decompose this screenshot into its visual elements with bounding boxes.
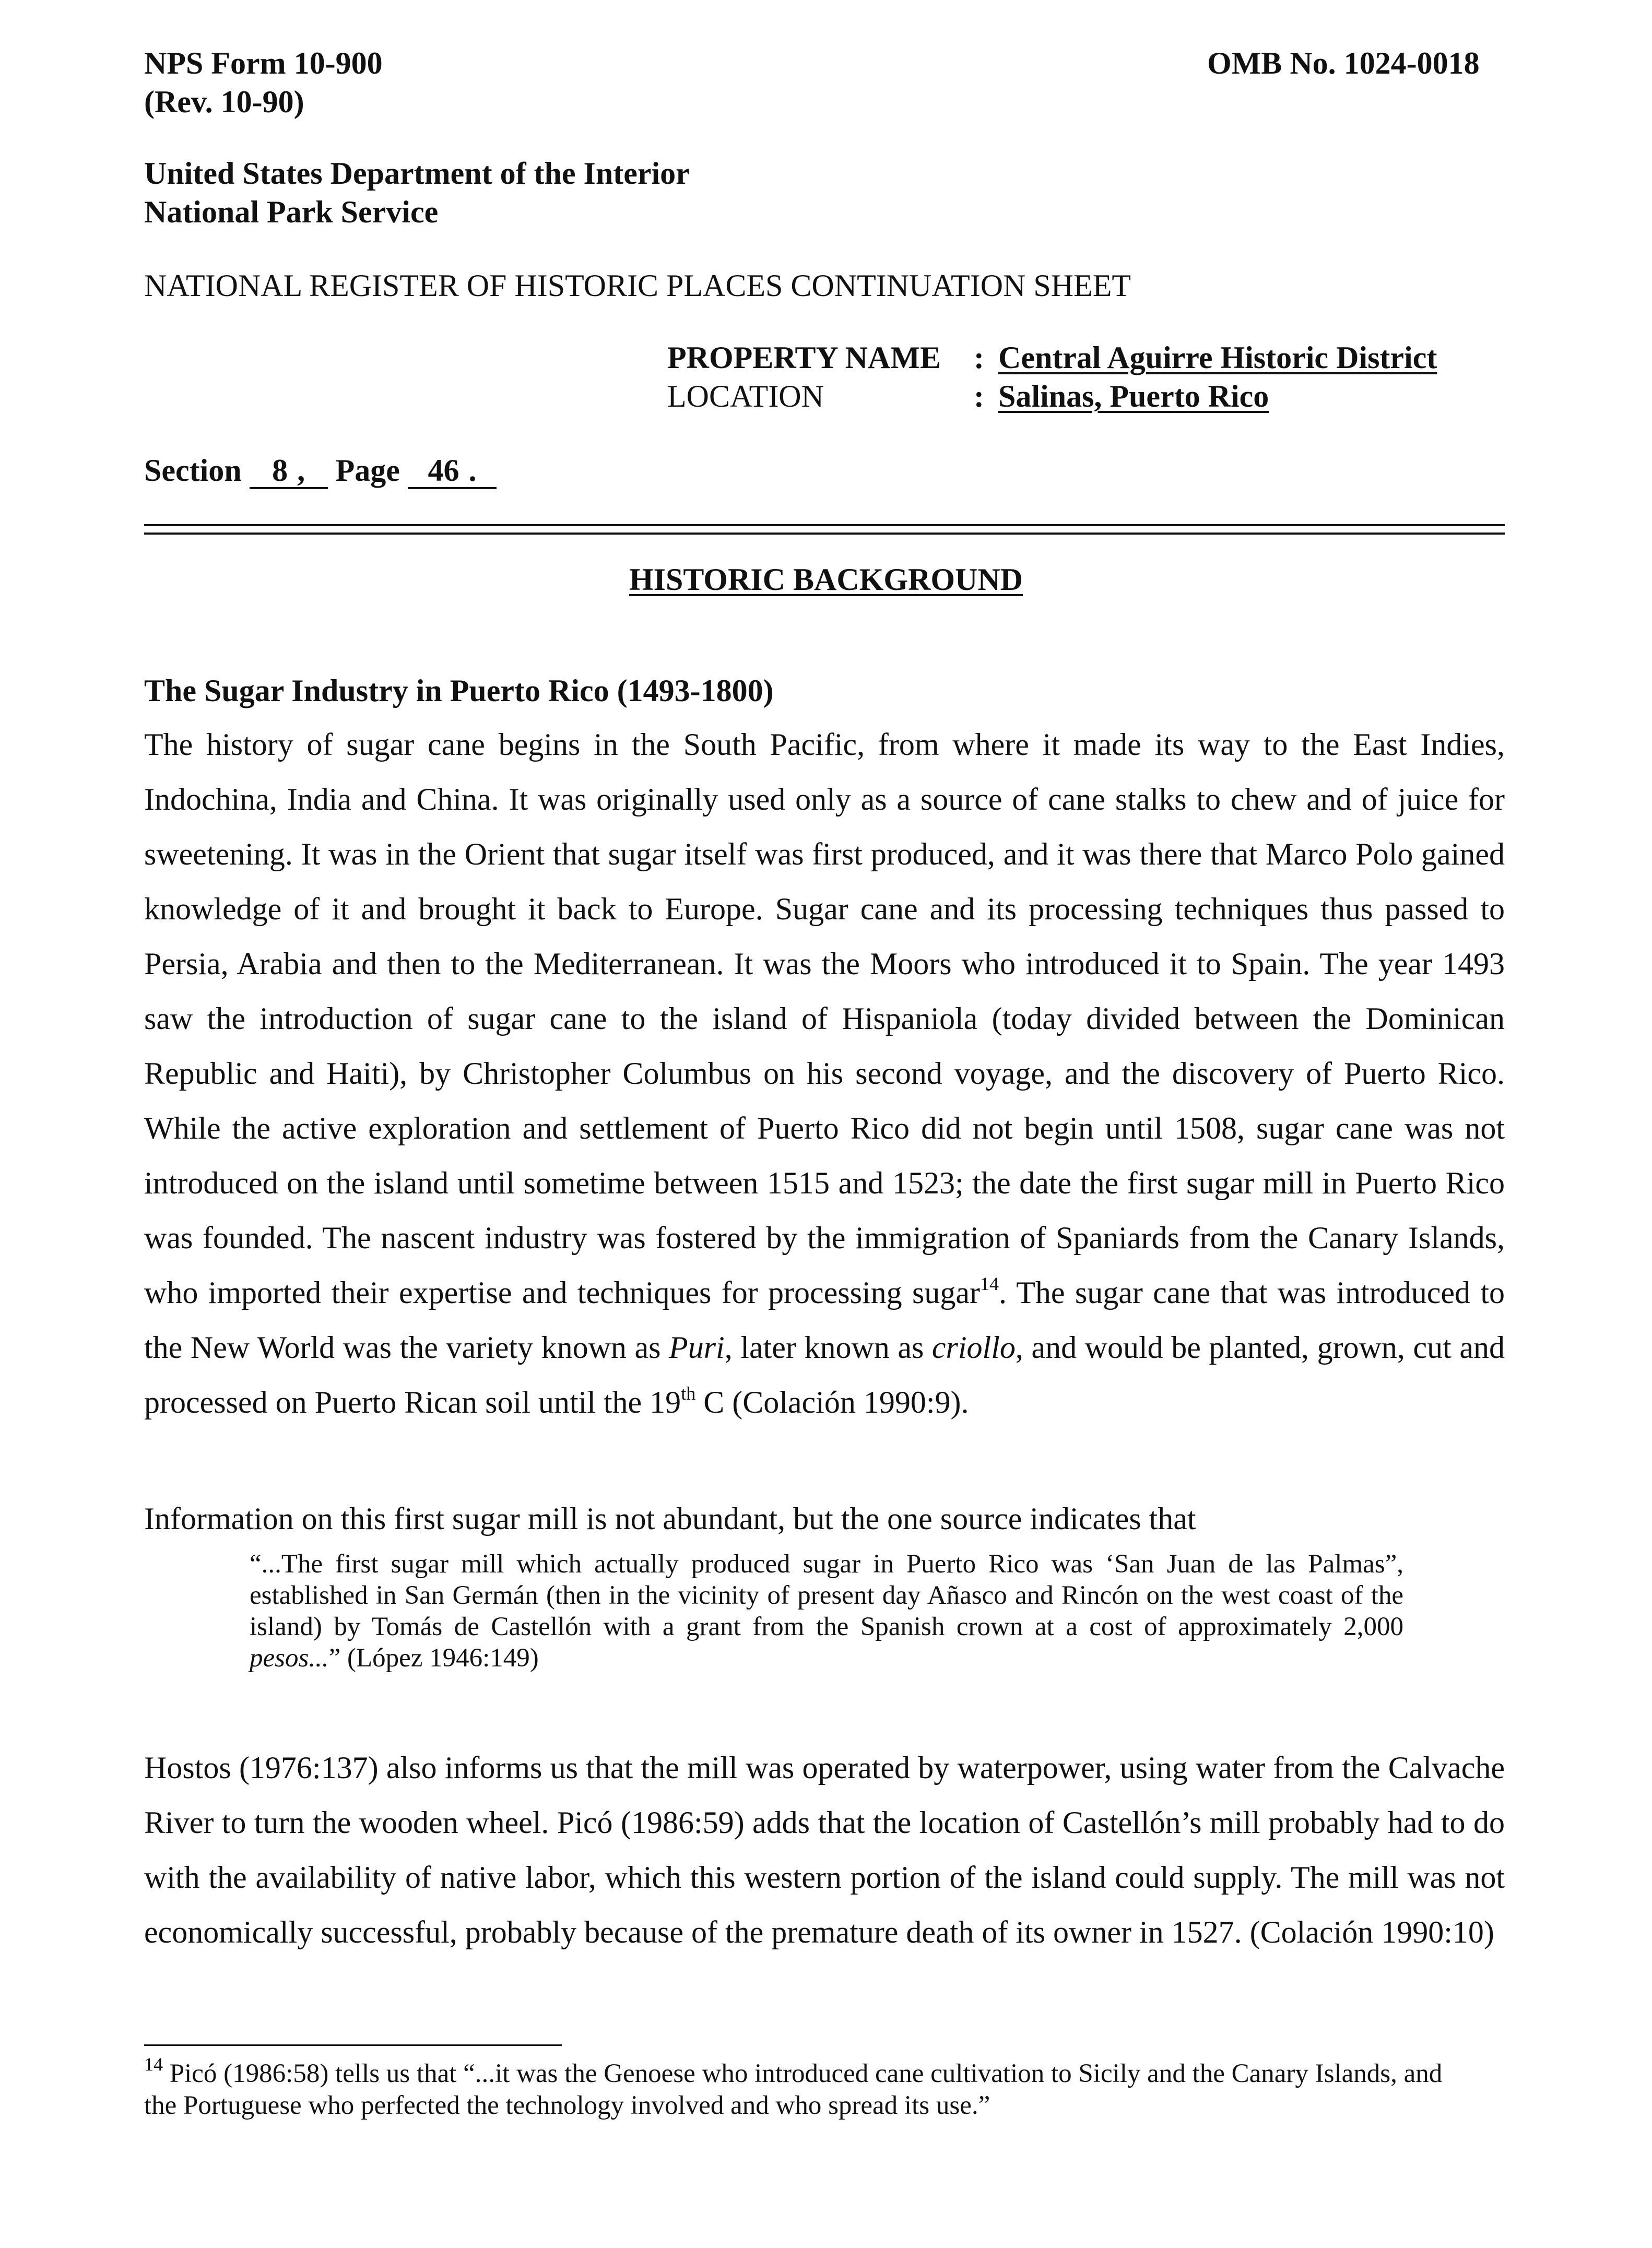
paragraph-1-part5: C (Colación 1990:9). xyxy=(695,1385,969,1419)
location-value: Salinas, Puerto Rico xyxy=(998,379,1269,413)
section-label: Section xyxy=(144,453,242,488)
footnote xyxy=(144,2054,1449,2122)
property-labels xyxy=(667,338,941,416)
divider-top xyxy=(144,524,1505,526)
paragraph-2-intro: Information on this first sugar mill is not abundant, but the one source indicates that xyxy=(144,1501,1196,1536)
section-value-field xyxy=(250,455,328,489)
service-name: National Park Service xyxy=(144,195,439,229)
quote-part2: ” (López 1946:149) xyxy=(328,1643,539,1673)
property-values xyxy=(974,338,1437,416)
sheet-title: NATIONAL REGISTER OF HISTORIC PLACES CONTINUATION SHEET xyxy=(144,268,1131,303)
colon: : xyxy=(974,340,984,375)
footnote-text: Picó (1986:58) tells us that “...it was the Genoese who introduced cane cultivation to Sicily and the Canary Islands, and the Portuguese who perfected the technology involved and who spread its use.” xyxy=(144,2059,1443,2120)
form-revision: (Rev. 10-90) xyxy=(144,85,304,119)
page-period: . xyxy=(468,453,477,488)
department-name: United States Department of the Interior xyxy=(144,156,690,191)
divider-bottom xyxy=(144,533,1505,535)
paragraph-1-part4: , and would be planted, grown, cut and processed on Puerto Rican soil until the 19 xyxy=(144,1330,1505,1419)
page-value-field xyxy=(408,455,497,489)
paragraph-3: Hostos (1976:137) also informs us that the mill was operated by waterpower, using water from the Calvache River to turn the wooden wheel. Picó (1986:59) adds that the location of Castellón’s mill probably had to do with the availability of native labor, which this western portion of the island could supply. The mill was not economically successful, probably because of the premature death of its owner in 1527. (Colación 1990:10) xyxy=(144,1750,1505,1949)
paragraph-1-part3: , later known as xyxy=(724,1330,932,1365)
page-label: Page xyxy=(335,453,400,488)
footnote-number: 14 xyxy=(144,2054,163,2075)
ordinal-suffix: th xyxy=(681,1383,696,1404)
page-value: 46 xyxy=(428,453,459,488)
location-label: LOCATION xyxy=(667,379,824,413)
colon: : xyxy=(974,379,984,413)
agency-block xyxy=(144,154,690,231)
subheading: The Sugar Industry in Puerto Rico (1493-1800) xyxy=(144,673,774,708)
property-name-value: Central Aguirre Historic District xyxy=(998,340,1437,375)
footnote-separator xyxy=(144,2044,562,2046)
form-number-block xyxy=(144,44,383,121)
section-comma: , xyxy=(297,453,305,488)
block-quote xyxy=(250,1548,1403,1674)
paragraph-1-part1: The history of sugar cane begins in the South Pacific, from where it made its way to the East Indies, Indochina, India and China. It was originally used only as a source of cane stalks to chew and of juice for sweetening. It was in the Orient that sugar itself was first produced, and it was there that Marco Polo gained knowledge of it and brought it back to Europe. Sugar cane and its processing techniques thus passed to Persia, Arabia and then to the Mediterranean. It was the Moors who introduced it to Spain. The year 1493 saw the introduction of sugar cane to the island of Hispaniola (today divided between the Dominican Republic and Haiti), by Christopher Columbus on his second voyage, and the discovery of Puerto Rico. While the active exploration and settlement of Puerto Rico did not begin until 1508, sugar cane was not introduced on the island until sometime between 1515 and 1523; the date the first sugar mill in Puerto Rico was founded. The nascent industry was fostered by the immigration of Spaniards from the Canary Islands, who imported their expertise and techniques for processing sugar xyxy=(144,727,1505,1310)
term-pesos: pesos... xyxy=(250,1643,329,1673)
section-heading: HISTORIC BACKGROUND xyxy=(629,562,1023,597)
paragraph-1-part2: . The sugar cane that was introduced to the New World was the variety known as xyxy=(144,1275,1505,1365)
omb-number: OMB No. 1024-0018 xyxy=(1207,46,1480,80)
quote-part1: “...The first sugar mill which actually produced sugar in Puerto Rico was ‘San Juan de las Palmas”, established in San Germán (then in the vicinity of present day Añasco and Rincón on the west coast of the island) by Tomás de Castellón with a grant from the Spanish crown at a cost of approximately 2,000 xyxy=(250,1549,1403,1641)
property-name-label: PROPERTY NAME xyxy=(667,340,941,375)
footnote-reference: 14 xyxy=(980,1273,999,1294)
paragraph-1 xyxy=(144,717,1505,1430)
term-criollo: criollo xyxy=(931,1330,1016,1365)
term-puri: Puri xyxy=(669,1330,725,1365)
form-number: NPS Form 10-900 xyxy=(144,46,383,80)
section-page-line xyxy=(144,451,497,490)
section-value: 8 xyxy=(272,453,288,488)
